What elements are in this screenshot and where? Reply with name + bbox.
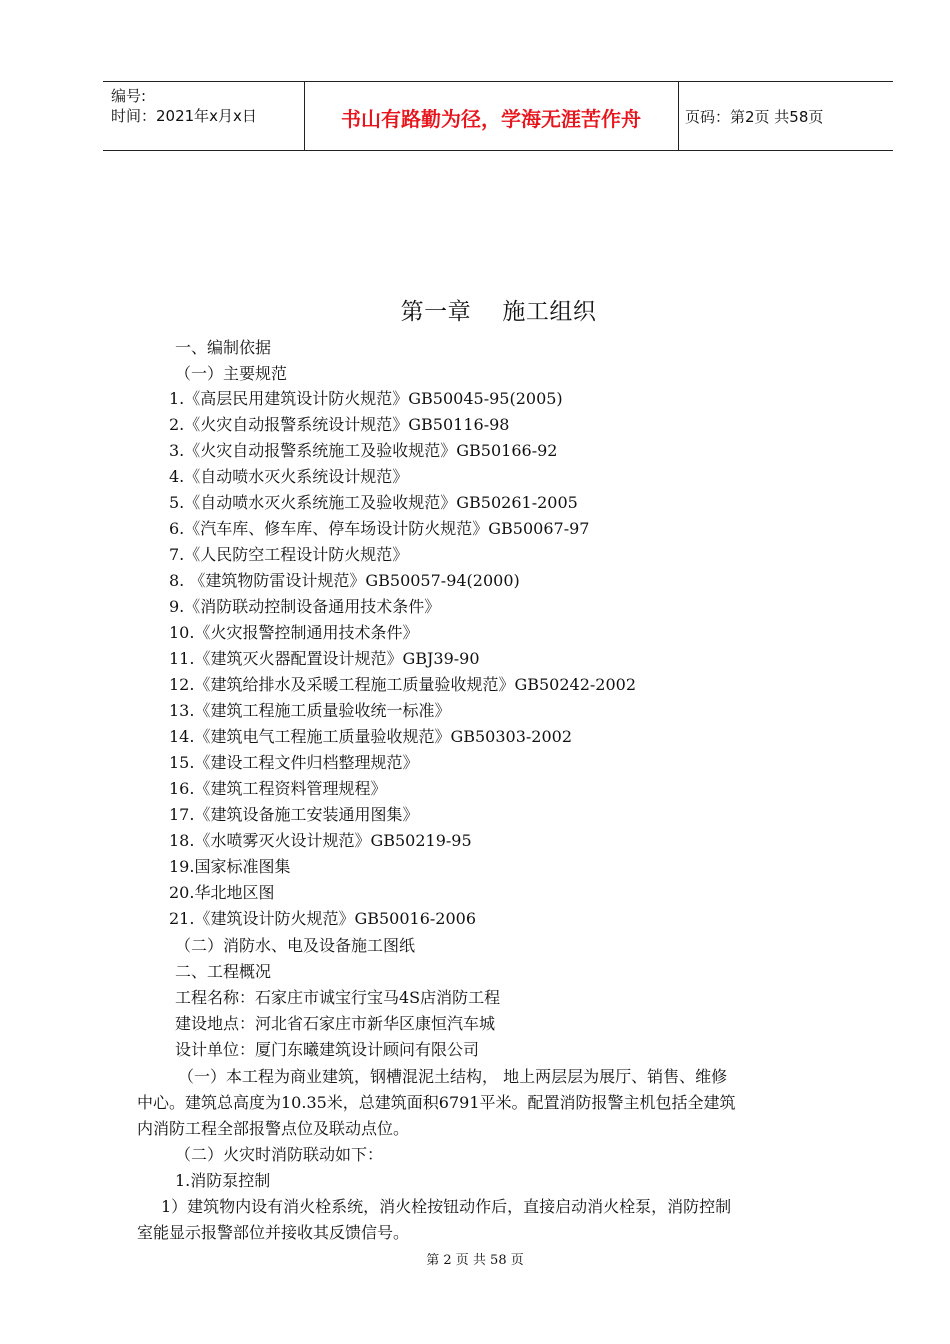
section-heading: 二、工程概况 <box>175 962 272 981</box>
paragraph-line: （一）本工程为商业建筑，钢槽混泥土结构， 地上两层层为展厅、销售、维修 <box>178 1067 728 1086</box>
spec-list-item: 5.《自动喷水灭火系统施工及验收规范》GB50261-2005 <box>169 493 578 512</box>
spec-list-item: 9.《消防联动控制设备通用技术条件》 <box>169 597 441 616</box>
spec-list-item: 15.《建设工程文件归档整理规范》 <box>169 753 419 772</box>
page-header <box>103 81 893 151</box>
spec-list-item: 8. 《建筑物防雷设计规范》GB50057-94(2000) <box>169 571 520 590</box>
section-heading: 一、编制依据 <box>175 338 272 357</box>
project-name: 工程名称：石家庄市诚宝行宝马4S店消防工程 <box>175 988 501 1007</box>
spec-list-item: 2.《火灾自动报警系统设计规范》GB50116-98 <box>169 415 510 434</box>
time-text: 时间：2021年x月x日 <box>111 107 257 125</box>
paragraph-line: 内消防工程全部报警点位及联动点位。 <box>137 1119 410 1138</box>
header-page-number: 页码：第2页 共58页 <box>685 108 824 126</box>
serial-label: 编号: <box>111 87 147 105</box>
sub-heading: （一）主要规范 <box>175 364 288 383</box>
spec-list-item: 1.《高层民用建筑设计防火规范》GB50045-95(2005) <box>169 389 563 408</box>
spec-list-item: 20.华北地区图 <box>169 883 275 902</box>
spec-list-item: 16.《建筑工程资料管理规程》 <box>169 779 387 798</box>
spec-list-item: 10.《火灾报警控制通用技术条件》 <box>169 623 419 642</box>
spec-list-item: 17.《建筑设备施工安装通用图集》 <box>169 805 419 824</box>
spec-list-item: 18.《水喷雾灭火设计规范》GB50219-95 <box>169 831 472 850</box>
spec-list-item: 3.《火灾自动报警系统施工及验收规范》GB50166-92 <box>169 441 558 460</box>
sub-heading: （二）消防水、电及设备施工图纸 <box>175 936 416 955</box>
paragraph-line: （二）火灾时消防联动如下： <box>175 1145 384 1164</box>
header-divider <box>678 82 679 150</box>
chapter-title: 第一章 施工组织 <box>400 299 597 325</box>
spec-list-item: 19.国家标准图集 <box>169 857 291 876</box>
spec-list-item: 4.《自动喷水灭火系统设计规范》 <box>169 467 409 486</box>
paragraph-line: 室能显示报警部位并接收其反馈信号。 <box>137 1223 410 1242</box>
header-motto: 书山有路勤为径，学海无涯苦作舟 <box>341 107 641 131</box>
spec-list-item: 13.《建筑工程施工质量验收统一标准》 <box>169 701 451 720</box>
spec-list-item: 14.《建筑电气工程施工质量验收规范》GB50303-2002 <box>169 727 573 746</box>
project-designer: 设计单位：厦门东曦建筑设计顾问有限公司 <box>175 1040 480 1059</box>
spec-list-item: 7.《人民防空工程设计防火规范》 <box>169 545 409 564</box>
paragraph-line: 1）建筑物内设有消火栓系统，消火栓按钮动作后，直接启动消火栓泵，消防控制 <box>161 1197 732 1216</box>
paragraph-line: 中心。建筑总高度为10.35米，总建筑面积6791平米。配置消防报警主机包括全建筑 <box>137 1093 736 1112</box>
paragraph-line: 1.消防泵控制 <box>175 1171 271 1190</box>
spec-list-item: 11.《建筑灭火器配置设计规范》GBJ39-90 <box>169 649 480 668</box>
page-footer: 第 2 页 共 58 页 <box>426 1253 524 1268</box>
spec-list-item: 12.《建筑给排水及采暖工程施工质量验收规范》GB50242-2002 <box>169 675 637 694</box>
spec-list-item: 21.《建筑设计防火规范》GB50016-2006 <box>169 909 477 928</box>
spec-list-item: 6.《汽车库、修车库、停车场设计防火规范》GB50067-97 <box>169 519 590 538</box>
project-location: 建设地点：河北省石家庄市新华区康恒汽车城 <box>175 1014 496 1033</box>
